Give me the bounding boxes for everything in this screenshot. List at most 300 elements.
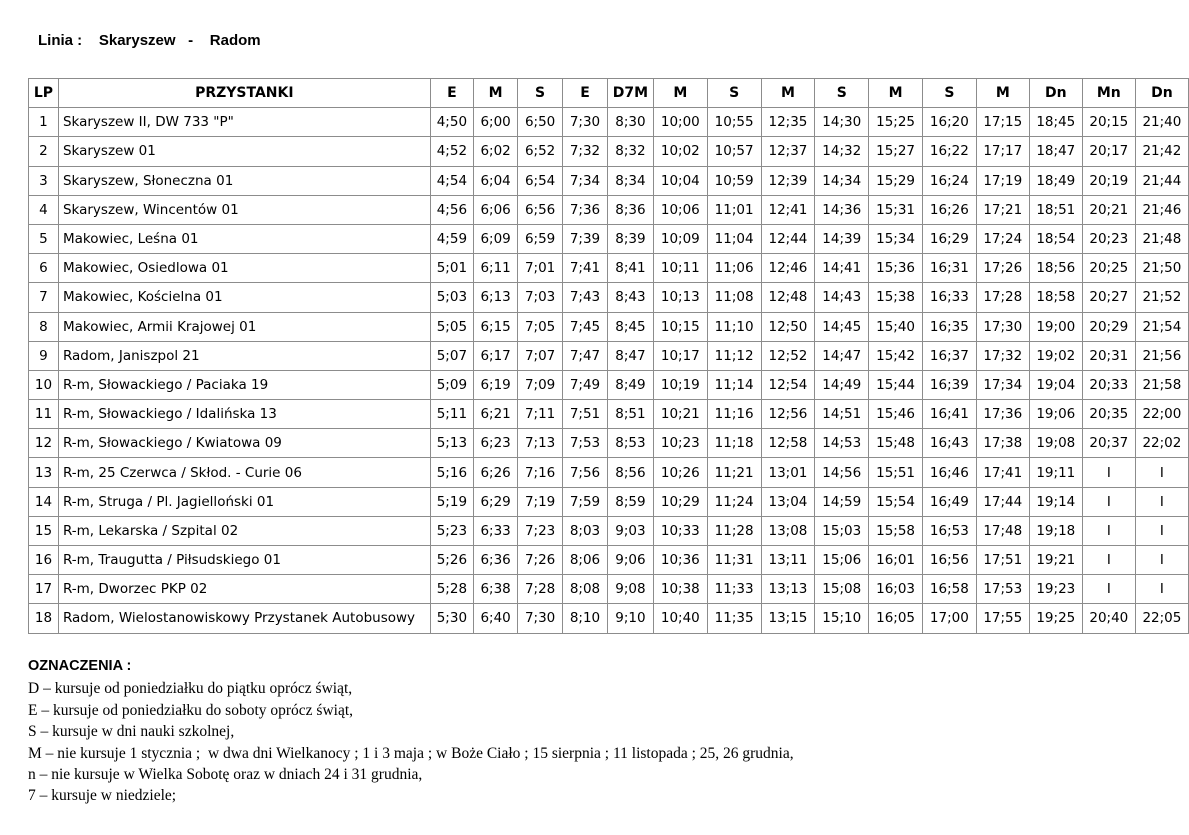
departure-time: 14;36 xyxy=(815,195,869,224)
departure-time: 18;54 xyxy=(1029,224,1082,253)
departure-time: 16;58 xyxy=(922,575,976,604)
departure-time: 6;02 xyxy=(474,137,518,166)
departure-time: 17;48 xyxy=(976,516,1029,545)
departure-time: 8;56 xyxy=(607,458,653,487)
departure-time: I xyxy=(1082,575,1135,604)
departure-time: 5;01 xyxy=(430,254,473,283)
departure-time: 15;44 xyxy=(869,370,923,399)
departure-time: 9;10 xyxy=(607,604,653,633)
departure-time: I xyxy=(1082,458,1135,487)
column-header-7: M xyxy=(653,79,707,108)
departure-time: 17;53 xyxy=(976,575,1029,604)
departure-time: 20;31 xyxy=(1082,341,1135,370)
departure-time: 16;53 xyxy=(922,516,976,545)
table-row xyxy=(29,137,1189,166)
table-row xyxy=(29,487,1189,516)
departure-time: 17;15 xyxy=(976,108,1029,137)
departure-time: 8;59 xyxy=(607,487,653,516)
departure-time: 14;49 xyxy=(815,370,869,399)
legend-line: D – kursuje od poniedziałku do piątku oprócz świąt, xyxy=(28,680,353,698)
legend-lines xyxy=(28,678,794,806)
departure-time: 11;24 xyxy=(707,487,761,516)
departure-time: 10;59 xyxy=(707,166,761,195)
departure-time: 7;07 xyxy=(518,341,563,370)
departure-time: 10;13 xyxy=(653,283,707,312)
table-row xyxy=(29,516,1189,545)
departure-time: 10;23 xyxy=(653,429,707,458)
timetable-header-row xyxy=(29,79,1189,108)
departure-time: 15;38 xyxy=(869,283,923,312)
table-row xyxy=(29,400,1189,429)
departure-time: 14;41 xyxy=(815,254,869,283)
departure-time: 16;31 xyxy=(922,254,976,283)
departure-time: 8;47 xyxy=(607,341,653,370)
departure-time: 16;26 xyxy=(922,195,976,224)
departure-time: 4;50 xyxy=(430,108,473,137)
departure-time: 10;29 xyxy=(653,487,707,516)
departure-time: 12;58 xyxy=(761,429,815,458)
departure-time: 19;25 xyxy=(1029,604,1082,633)
departure-time: I xyxy=(1135,575,1188,604)
stop-name: Radom, Wielostanowiskowy Przystanek Autobusowy xyxy=(58,604,430,633)
departure-time: 16;35 xyxy=(922,312,976,341)
departure-time: 16;29 xyxy=(922,224,976,253)
departure-time: 5;05 xyxy=(430,312,473,341)
departure-time: 7;43 xyxy=(563,283,608,312)
column-header-1: PRZYSTANKI xyxy=(58,79,430,108)
departure-time: 19;04 xyxy=(1029,370,1082,399)
departure-time: 19;11 xyxy=(1029,458,1082,487)
column-header-13: M xyxy=(976,79,1029,108)
departure-time: 15;48 xyxy=(869,429,923,458)
departure-time: 20;23 xyxy=(1082,224,1135,253)
departure-time: 16;56 xyxy=(922,546,976,575)
table-row xyxy=(29,341,1189,370)
stop-name: R-m, Dworzec PKP 02 xyxy=(58,575,430,604)
departure-time: 18;49 xyxy=(1029,166,1082,195)
departure-time: 10;09 xyxy=(653,224,707,253)
departure-time: 6;13 xyxy=(474,283,518,312)
row-number: 17 xyxy=(29,575,59,604)
departure-time: 19;00 xyxy=(1029,312,1082,341)
row-number: 10 xyxy=(29,370,59,399)
table-row xyxy=(29,604,1189,633)
legend-line: n – nie kursuje w Wielka Sobotę oraz w dniach 24 i 31 grudnia, xyxy=(28,766,423,784)
table-row xyxy=(29,546,1189,575)
departure-time: 7;51 xyxy=(563,400,608,429)
table-row xyxy=(29,312,1189,341)
departure-time: 11;08 xyxy=(707,283,761,312)
departure-time: 10;15 xyxy=(653,312,707,341)
row-number: 12 xyxy=(29,429,59,458)
departure-time: 22;00 xyxy=(1135,400,1188,429)
route-separator: - xyxy=(188,32,194,49)
departure-time: 17;24 xyxy=(976,224,1029,253)
departure-time: 15;36 xyxy=(869,254,923,283)
departure-time: 5;26 xyxy=(430,546,473,575)
departure-time: 15;10 xyxy=(815,604,869,633)
departure-time: 17;21 xyxy=(976,195,1029,224)
departure-time: 11;18 xyxy=(707,429,761,458)
departure-time: 21;48 xyxy=(1135,224,1188,253)
departure-time: 6;59 xyxy=(518,224,563,253)
departure-time: 22;05 xyxy=(1135,604,1188,633)
departure-time: 21;56 xyxy=(1135,341,1188,370)
departure-time: 8;30 xyxy=(607,108,653,137)
departure-time: 16;49 xyxy=(922,487,976,516)
departure-time: 16;22 xyxy=(922,137,976,166)
column-header-15: Mn xyxy=(1082,79,1135,108)
departure-time: I xyxy=(1082,487,1135,516)
stop-name: Makowiec, Leśna 01 xyxy=(58,224,430,253)
departure-time: 11;31 xyxy=(707,546,761,575)
departure-time: 5;19 xyxy=(430,487,473,516)
departure-time: 8;49 xyxy=(607,370,653,399)
stop-name: R-m, Słowackiego / Idalińska 13 xyxy=(58,400,430,429)
departure-time: 4;52 xyxy=(430,137,473,166)
departure-time: 7;41 xyxy=(563,254,608,283)
departure-time: 13;11 xyxy=(761,546,815,575)
table-row xyxy=(29,575,1189,604)
departure-time: 7;34 xyxy=(563,166,608,195)
departure-time: 6;26 xyxy=(474,458,518,487)
departure-time: 12;46 xyxy=(761,254,815,283)
departure-time: 6;19 xyxy=(474,370,518,399)
departure-time: 13;08 xyxy=(761,516,815,545)
departure-time: 17;17 xyxy=(976,137,1029,166)
departure-time: 21;52 xyxy=(1135,283,1188,312)
departure-time: 10;57 xyxy=(707,137,761,166)
column-header-4: S xyxy=(518,79,563,108)
departure-time: 15;51 xyxy=(869,458,923,487)
departure-time: 14;39 xyxy=(815,224,869,253)
departure-time: 19;18 xyxy=(1029,516,1082,545)
timetable xyxy=(28,78,1189,634)
departure-time: 15;25 xyxy=(869,108,923,137)
departure-time: 17;51 xyxy=(976,546,1029,575)
departure-time: 14;34 xyxy=(815,166,869,195)
departure-time: 8;34 xyxy=(607,166,653,195)
departure-time: 16;01 xyxy=(869,546,923,575)
departure-time: I xyxy=(1082,546,1135,575)
departure-time: 12;48 xyxy=(761,283,815,312)
timetable-body xyxy=(29,108,1189,633)
departure-time: 5;13 xyxy=(430,429,473,458)
departure-time: 10;17 xyxy=(653,341,707,370)
departure-time: 15;54 xyxy=(869,487,923,516)
departure-time: 6;36 xyxy=(474,546,518,575)
row-number: 3 xyxy=(29,166,59,195)
departure-time: 11;04 xyxy=(707,224,761,253)
departure-time: 7;47 xyxy=(563,341,608,370)
row-number: 11 xyxy=(29,400,59,429)
departure-time: 12;52 xyxy=(761,341,815,370)
departure-time: 15;58 xyxy=(869,516,923,545)
departure-time: 17;41 xyxy=(976,458,1029,487)
row-number: 14 xyxy=(29,487,59,516)
departure-time: 20;37 xyxy=(1082,429,1135,458)
departure-time: 17;34 xyxy=(976,370,1029,399)
departure-time: 6;17 xyxy=(474,341,518,370)
departure-time: 12;50 xyxy=(761,312,815,341)
departure-time: 5;23 xyxy=(430,516,473,545)
departure-time: 8;06 xyxy=(563,546,608,575)
departure-time: 11;01 xyxy=(707,195,761,224)
departure-time: 16;41 xyxy=(922,400,976,429)
departure-time: 7;49 xyxy=(563,370,608,399)
legend xyxy=(28,656,794,807)
stop-name: R-m, Struga / Pl. Jagielloński 01 xyxy=(58,487,430,516)
departure-time: 16;05 xyxy=(869,604,923,633)
departure-time: 20;35 xyxy=(1082,400,1135,429)
row-number: 8 xyxy=(29,312,59,341)
legend-line: M – nie kursuje 1 stycznia ; w dwa dni Wielkanocy ; 1 i 3 maja ; w Boże Ciało ; 15 sierpnia ; 11 listopada ; 25, 26 grudnia, xyxy=(28,744,794,762)
row-number: 5 xyxy=(29,224,59,253)
departure-time: 14;43 xyxy=(815,283,869,312)
row-number: 2 xyxy=(29,137,59,166)
departure-time: I xyxy=(1082,516,1135,545)
legend-line: S – kursuje w dni nauki szkolnej, xyxy=(28,723,235,741)
route-label: Linia : xyxy=(38,32,83,49)
departure-time: 7;30 xyxy=(518,604,563,633)
departure-time: 11;06 xyxy=(707,254,761,283)
departure-time: 7;59 xyxy=(563,487,608,516)
stop-name: Skaryszew II, DW 733 "P" xyxy=(58,108,430,137)
route-header xyxy=(38,32,261,49)
departure-time: 21;44 xyxy=(1135,166,1188,195)
departure-time: 11;16 xyxy=(707,400,761,429)
row-number: 6 xyxy=(29,254,59,283)
table-row xyxy=(29,224,1189,253)
departure-time: 7;39 xyxy=(563,224,608,253)
departure-time: 19;21 xyxy=(1029,546,1082,575)
departure-time: 11;28 xyxy=(707,516,761,545)
stop-name: Makowiec, Armii Krajowej 01 xyxy=(58,312,430,341)
stop-name: Skaryszew 01 xyxy=(58,137,430,166)
departure-time: 20;17 xyxy=(1082,137,1135,166)
stop-name: Makowiec, Osiedlowa 01 xyxy=(58,254,430,283)
route-from: Skaryszew xyxy=(98,32,176,49)
departure-time: 4;59 xyxy=(430,224,473,253)
departure-time: 22;02 xyxy=(1135,429,1188,458)
departure-time: 14;59 xyxy=(815,487,869,516)
departure-time: 19;06 xyxy=(1029,400,1082,429)
departure-time: 12;44 xyxy=(761,224,815,253)
departure-time: 5;30 xyxy=(430,604,473,633)
departure-time: 13;04 xyxy=(761,487,815,516)
stop-name: R-m, Traugutta / Piłsudskiego 01 xyxy=(58,546,430,575)
column-header-11: M xyxy=(869,79,923,108)
departure-time: 7;05 xyxy=(518,312,563,341)
departure-time: 7;01 xyxy=(518,254,563,283)
table-row xyxy=(29,283,1189,312)
stop-name: R-m, Słowackiego / Paciaka 19 xyxy=(58,370,430,399)
departure-time: 6;09 xyxy=(474,224,518,253)
stop-name: Makowiec, Kościelna 01 xyxy=(58,283,430,312)
column-header-8: S xyxy=(707,79,761,108)
departure-time: 17;28 xyxy=(976,283,1029,312)
departure-time: 9;06 xyxy=(607,546,653,575)
departure-time: 7;30 xyxy=(563,108,608,137)
row-number: 1 xyxy=(29,108,59,137)
departure-time: 8;53 xyxy=(607,429,653,458)
departure-time: 7;11 xyxy=(518,400,563,429)
column-header-12: S xyxy=(922,79,976,108)
departure-time: 19;23 xyxy=(1029,575,1082,604)
departure-time: 10;26 xyxy=(653,458,707,487)
departure-time: 6;15 xyxy=(474,312,518,341)
departure-time: 15;46 xyxy=(869,400,923,429)
departure-time: 10;36 xyxy=(653,546,707,575)
departure-time: 10;04 xyxy=(653,166,707,195)
departure-time: 10;02 xyxy=(653,137,707,166)
departure-time: 20;21 xyxy=(1082,195,1135,224)
departure-time: 14;56 xyxy=(815,458,869,487)
row-number: 9 xyxy=(29,341,59,370)
departure-time: 15;08 xyxy=(815,575,869,604)
departure-time: 7;36 xyxy=(563,195,608,224)
departure-time: 17;36 xyxy=(976,400,1029,429)
departure-time: 17;19 xyxy=(976,166,1029,195)
departure-time: 11;35 xyxy=(707,604,761,633)
stop-name: R-m, Słowackiego / Kwiatowa 09 xyxy=(58,429,430,458)
departure-time: 5;11 xyxy=(430,400,473,429)
departure-time: 20;27 xyxy=(1082,283,1135,312)
departure-time: 11;33 xyxy=(707,575,761,604)
stop-name: Skaryszew, Wincentów 01 xyxy=(58,195,430,224)
departure-time: 20;40 xyxy=(1082,604,1135,633)
departure-time: 12;54 xyxy=(761,370,815,399)
departure-time: 15;03 xyxy=(815,516,869,545)
departure-time: 8;45 xyxy=(607,312,653,341)
departure-time: 15;42 xyxy=(869,341,923,370)
row-number: 18 xyxy=(29,604,59,633)
departure-time: 18;56 xyxy=(1029,254,1082,283)
departure-time: 20;29 xyxy=(1082,312,1135,341)
route-to: Radom xyxy=(209,32,261,49)
departure-time: 14;45 xyxy=(815,312,869,341)
departure-time: 17;00 xyxy=(922,604,976,633)
departure-time: 17;38 xyxy=(976,429,1029,458)
departure-time: 15;27 xyxy=(869,137,923,166)
departure-time: 12;37 xyxy=(761,137,815,166)
departure-time: 6;00 xyxy=(474,108,518,137)
column-header-9: M xyxy=(761,79,815,108)
departure-time: 5;09 xyxy=(430,370,473,399)
departure-time: 6;04 xyxy=(474,166,518,195)
departure-time: 6;38 xyxy=(474,575,518,604)
row-number: 16 xyxy=(29,546,59,575)
departure-time: 6;54 xyxy=(518,166,563,195)
departure-time: 8;51 xyxy=(607,400,653,429)
row-number: 13 xyxy=(29,458,59,487)
departure-time: 21;50 xyxy=(1135,254,1188,283)
departure-time: 14;51 xyxy=(815,400,869,429)
departure-time: 6;23 xyxy=(474,429,518,458)
departure-time: 10;00 xyxy=(653,108,707,137)
table-row xyxy=(29,458,1189,487)
table-row xyxy=(29,429,1189,458)
departure-time: 21;54 xyxy=(1135,312,1188,341)
departure-time: 8;32 xyxy=(607,137,653,166)
departure-time: 13;15 xyxy=(761,604,815,633)
departure-time: 11;12 xyxy=(707,341,761,370)
stop-name: R-m, Lekarska / Szpital 02 xyxy=(58,516,430,545)
departure-time: 10;06 xyxy=(653,195,707,224)
departure-time: 15;31 xyxy=(869,195,923,224)
departure-time: 5;16 xyxy=(430,458,473,487)
departure-time: 12;41 xyxy=(761,195,815,224)
table-row xyxy=(29,108,1189,137)
departure-time: 8;03 xyxy=(563,516,608,545)
departure-time: 17;44 xyxy=(976,487,1029,516)
departure-time: 5;07 xyxy=(430,341,473,370)
departure-time: 18;51 xyxy=(1029,195,1082,224)
departure-time: 6;50 xyxy=(518,108,563,137)
departure-time: 18;58 xyxy=(1029,283,1082,312)
departure-time: 15;29 xyxy=(869,166,923,195)
departure-time: 9;03 xyxy=(607,516,653,545)
departure-time: 14;32 xyxy=(815,137,869,166)
departure-time: 6;21 xyxy=(474,400,518,429)
departure-time: 10;21 xyxy=(653,400,707,429)
departure-time: 7;28 xyxy=(518,575,563,604)
departure-time: 6;06 xyxy=(474,195,518,224)
departure-time: 5;28 xyxy=(430,575,473,604)
departure-time: I xyxy=(1135,458,1188,487)
departure-time: 7;03 xyxy=(518,283,563,312)
departure-time: 10;40 xyxy=(653,604,707,633)
departure-time: I xyxy=(1135,546,1188,575)
departure-time: 19;08 xyxy=(1029,429,1082,458)
table-row xyxy=(29,254,1189,283)
departure-time: 18;47 xyxy=(1029,137,1082,166)
departure-time: 21;42 xyxy=(1135,137,1188,166)
departure-time: 16;37 xyxy=(922,341,976,370)
row-number: 7 xyxy=(29,283,59,312)
departure-time: 7;09 xyxy=(518,370,563,399)
departure-time: 8;36 xyxy=(607,195,653,224)
departure-time: 8;08 xyxy=(563,575,608,604)
departure-time: 7;16 xyxy=(518,458,563,487)
departure-time: 8;39 xyxy=(607,224,653,253)
column-header-5: E xyxy=(563,79,608,108)
departure-time: 20;33 xyxy=(1082,370,1135,399)
departure-time: 21;58 xyxy=(1135,370,1188,399)
departure-time: 7;53 xyxy=(563,429,608,458)
departure-time: 7;56 xyxy=(563,458,608,487)
departure-time: 8;10 xyxy=(563,604,608,633)
column-header-10: S xyxy=(815,79,869,108)
departure-time: 20;15 xyxy=(1082,108,1135,137)
departure-time: 20;25 xyxy=(1082,254,1135,283)
departure-time: I xyxy=(1135,516,1188,545)
row-number: 4 xyxy=(29,195,59,224)
departure-time: 8;41 xyxy=(607,254,653,283)
departure-time: 6;52 xyxy=(518,137,563,166)
legend-line: E – kursuje od poniedziałku do soboty oprócz świąt, xyxy=(28,701,354,719)
departure-time: 6;11 xyxy=(474,254,518,283)
departure-time: 21;46 xyxy=(1135,195,1188,224)
departure-time: 14;47 xyxy=(815,341,869,370)
column-header-14: Dn xyxy=(1029,79,1082,108)
departure-time: 18;45 xyxy=(1029,108,1082,137)
column-header-6: D7M xyxy=(607,79,653,108)
departure-time: 6;33 xyxy=(474,516,518,545)
departure-time: 19;14 xyxy=(1029,487,1082,516)
departure-time: 10;19 xyxy=(653,370,707,399)
departure-time: 16;46 xyxy=(922,458,976,487)
